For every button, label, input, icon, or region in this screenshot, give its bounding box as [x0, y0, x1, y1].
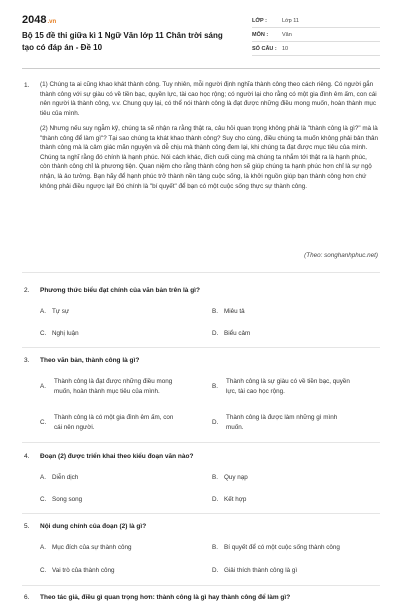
answer-option-d[interactable]: D. Biểu cảm [212, 330, 251, 337]
question-5 [24, 523, 146, 530]
answer-option-a[interactable]: A. Diễn dịch [40, 474, 79, 481]
answer-option-a[interactable]: A. Mục đích của sự thành công [40, 544, 132, 551]
question-number: 5. [24, 523, 30, 530]
answer-option-b[interactable]: B. Miêu tả [212, 308, 245, 315]
class-value: Lớp 11 [282, 17, 299, 24]
question-text: Nội dung chính của đoạn (2) là gì? [40, 523, 147, 530]
question-number: 1. [24, 82, 30, 89]
subject-label: MÔN : [252, 31, 269, 38]
question-text: Phương thức biểu đạt chính của văn bản trên là gì? [40, 287, 200, 294]
meta-row-count [252, 42, 380, 56]
meta-row-subject [252, 28, 380, 42]
question-text: Đoạn (2) được triển khai theo kiểu đoạn văn nào? [40, 453, 194, 460]
meta-table [252, 14, 380, 56]
count-value: 10 [282, 45, 289, 52]
header-divider [22, 68, 380, 69]
question-number: 2. [24, 287, 30, 294]
page-title: Bộ 15 đề thi giữa kì 1 Ngữ Văn lớp 11 Chân trời sáng tạo có đáp án - Đề 10 [22, 31, 223, 52]
answer-option-b[interactable]: B. Quy nạp [212, 474, 248, 481]
divider [22, 513, 380, 514]
passage-paragraph-1: (1) Chúng ta ai cũng khao khát thành công. Tuy nhiên, mỗi người định nghĩa thành công theo cách riêng. Có người gắn thành công với sự giàu có về tiền bạc, quyền lực, tài cao học rộng; có người lại cho rằng có một gia đình êm ấm, con cái nên người là thành công, v.v. Chung quy lại, có thể nói thành công là đạt được những điều mong muốn, hoàn thành mục tiêu của mình. [40, 81, 377, 117]
answer-option-b[interactable]: B. Thành công là sự giàu có về tiền bạc, quyền lực, tài cao học rộng. [212, 378, 350, 395]
passage-source: (Theo: songhanhphuc.net) [304, 252, 378, 259]
question-4 [24, 453, 193, 460]
answer-option-a[interactable]: A. Tự sự [40, 308, 70, 315]
answer-option-c[interactable]: C. Thành công là có một gia đình êm ấm, con cái nên người. [40, 414, 174, 431]
divider [22, 272, 380, 273]
answer-option-c[interactable]: C. Nghị luận [40, 330, 79, 337]
meta-row-class [252, 14, 380, 28]
question-text: Theo tác giả, điều gì quan trọng hơn: thành công là gì hay thành công để làm gì? [40, 594, 291, 601]
count-label: SỐ CÂU : [252, 45, 277, 52]
site-logo[interactable]: 2048.vn [22, 14, 57, 26]
question-2 [24, 287, 200, 294]
subject-value: Văn [282, 31, 292, 38]
question-number: 6. [24, 594, 30, 601]
answer-option-c[interactable]: C. Vai trò của thành công [40, 567, 115, 574]
class-label: LỚP : [252, 17, 267, 24]
answer-option-b[interactable]: B. Bí quyết để có một cuộc sống thành công [212, 544, 340, 551]
passage-paragraph-2: (2) Nhưng nếu suy ngẫm kỹ, chúng ta sẽ nhận ra rằng thật ra, câu hỏi quan trọng không phải là "thành công là gì?" mà là "thành công để làm gì"? Tại sao chúng ta khát khao thành công? Suy cho cùng, điều chúng ta muốn không phải bản thân thành công mà là cảm giác mãn nguyện và dễ chịu mà thành công đem lại, khi chúng ta đạt được mục tiêu của mình. Chúng ta nghĩ rằng đó chính là hạnh phúc. Nói cách khác, đích cuối cùng mà chúng ta nhắm tới thật ra là hạnh phúc, còn thành công chỉ là phương tiện. Quan niệm cho rằng thành công hơn sẽ giúp chúng ta hạnh phúc hơn chỉ là sự ngộ nhận, là ảo tưởng. Bạn hãy để hạnh phúc trở thành nền tảng cuộc sống, là khởi nguồn giúp bạn thành công hơn chứ không phải điều ngược lại! Đó chính là "bí quyết" để bạn có một cuộc sống thực sự thành công. [40, 125, 378, 190]
answer-option-d[interactable]: D. Giải thích thành công là gì [212, 567, 298, 574]
question-text: Theo văn bản, thành công là gì? [40, 357, 140, 364]
divider [22, 442, 380, 443]
divider [22, 347, 380, 348]
question-number: 3. [24, 357, 30, 364]
answer-option-a[interactable]: A. Thành công là đạt được những điều mong muốn, hoàn thành mục tiêu của mình. [40, 378, 173, 395]
answer-option-d[interactable]: D. Kết hợp [212, 496, 247, 503]
answer-option-c[interactable]: C. Song song [40, 496, 83, 503]
question-3 [24, 357, 139, 364]
question-number: 4. [24, 453, 30, 460]
answer-option-d[interactable]: D. Thành công là được làm những gì mình muốn. [212, 414, 338, 431]
divider [22, 585, 380, 586]
